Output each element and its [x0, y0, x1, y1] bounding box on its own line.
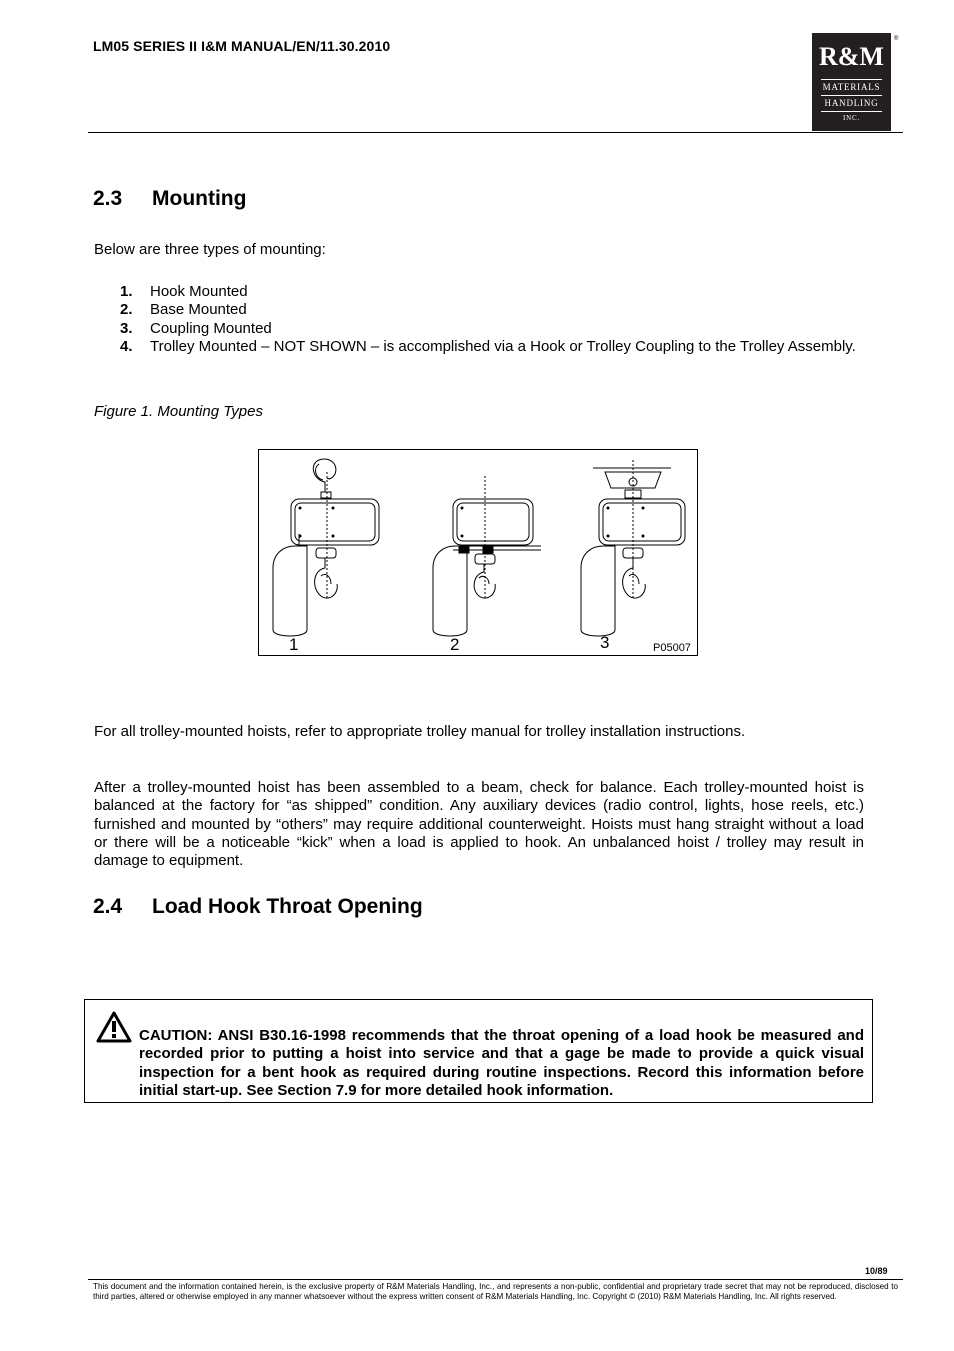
list-item — [120, 301, 864, 319]
figure-caption: Figure 1. Mounting Types — [94, 403, 263, 420]
list-item — [120, 338, 864, 356]
caution-text: CAUTION: ANSI B30.16-1998 recommends that the throat opening of a load hook be measured and recorded prior to putting a hoist into service and that a gage be made to provide a quick visual inspection for a bent hook as required during routine inspections. Record this information before initial start-up. See Section 7.9 for more detailed hook information. — [139, 1027, 864, 1099]
document-header-title: LM05 SERIES II I&M MANUAL/EN/11.30.2010 — [93, 38, 391, 54]
section-heading-hook-throat — [93, 895, 423, 919]
list-item-text: Base Mounted — [150, 301, 247, 319]
mounting-types-figure — [258, 449, 698, 656]
mounting-types-illustration — [259, 450, 699, 657]
list-item-text: Hook Mounted — [150, 283, 248, 300]
list-item — [120, 283, 864, 301]
section-number: 2.3 — [93, 187, 123, 210]
header-divider — [88, 132, 903, 133]
logo-line-inc: INC. — [842, 114, 860, 122]
section-number: 2.4 — [93, 895, 123, 918]
page-number: 10/89 — [865, 1266, 888, 1276]
list-item-number: 2. — [120, 301, 133, 319]
figure-label-1: 1 — [289, 635, 299, 654]
logo-divider — [821, 111, 882, 112]
logo-line-handling: HANDLING — [824, 98, 879, 108]
trolley-installation-note: For all trolley-mounted hoists, refer to appropriate trolley manual for trolley installation instructions. — [94, 723, 746, 740]
list-item-number: 3. — [120, 319, 133, 337]
warning-icon — [95, 1010, 133, 1044]
section-title: Load Hook Throat Opening — [152, 895, 423, 918]
logo-main-text: R&M — [819, 42, 884, 71]
caution-box — [84, 999, 873, 1103]
hoist-hook-mounted — [273, 459, 379, 636]
footer-legal-notice: This document and the information contained herein, is the exclusive property of R&M Materials Handling, Inc., and represents a non-public, confidential and proprietary trade secret that may not be reproduced, disclosed to third parties, altered or otherwise employed in any manner whatsoever without the express written consent of R&M Materials Handling, Inc. Copyright © (2010) R&M Materials Handling, Inc. All rights reserved. — [93, 1282, 898, 1302]
mounting-intro: Below are three types of mounting: — [94, 241, 326, 258]
list-item-number: 4. — [120, 337, 133, 355]
section-title: Mounting — [152, 187, 247, 210]
logo-line-materials: MATERIALS — [822, 82, 881, 92]
figure-label-2: 2 — [450, 635, 460, 654]
footer-divider — [88, 1279, 903, 1280]
hoist-coupling-mounted — [581, 460, 685, 636]
list-item-number: 1. — [120, 283, 133, 300]
list-item-text: Trolley Mounted – NOT SHOWN – is accomplished via a Hook or Trolley Coupling to the Trolley Assembly. — [150, 337, 856, 355]
balance-paragraph: After a trolley-mounted hoist has been assembled to a beam, check for balance. Each trolley-mounted hoist is balanced at the factory for “as shipped” condition. Any auxiliary devices (radio control, lights, hose reels, etc.) furnished and mounted by “others” may require additional counterweight. Hoists must hang straight without a load or there will be a noticeable “kick” when a load is applied to hook. An unbalanced hoist / trolley may result in damage to equipment. — [94, 779, 864, 870]
list-item-text: Coupling Mounted — [150, 319, 272, 337]
mounting-types-list — [120, 283, 864, 356]
hoist-base-mounted — [433, 476, 541, 636]
figure-code: P05007 — [653, 642, 691, 654]
company-logo — [812, 33, 891, 131]
logo-divider — [821, 79, 882, 80]
logo-divider — [821, 95, 882, 96]
figure-label-3: 3 — [600, 633, 610, 652]
list-item — [120, 320, 864, 338]
section-heading-mounting — [93, 187, 246, 211]
registered-mark: ® — [894, 36, 899, 42]
